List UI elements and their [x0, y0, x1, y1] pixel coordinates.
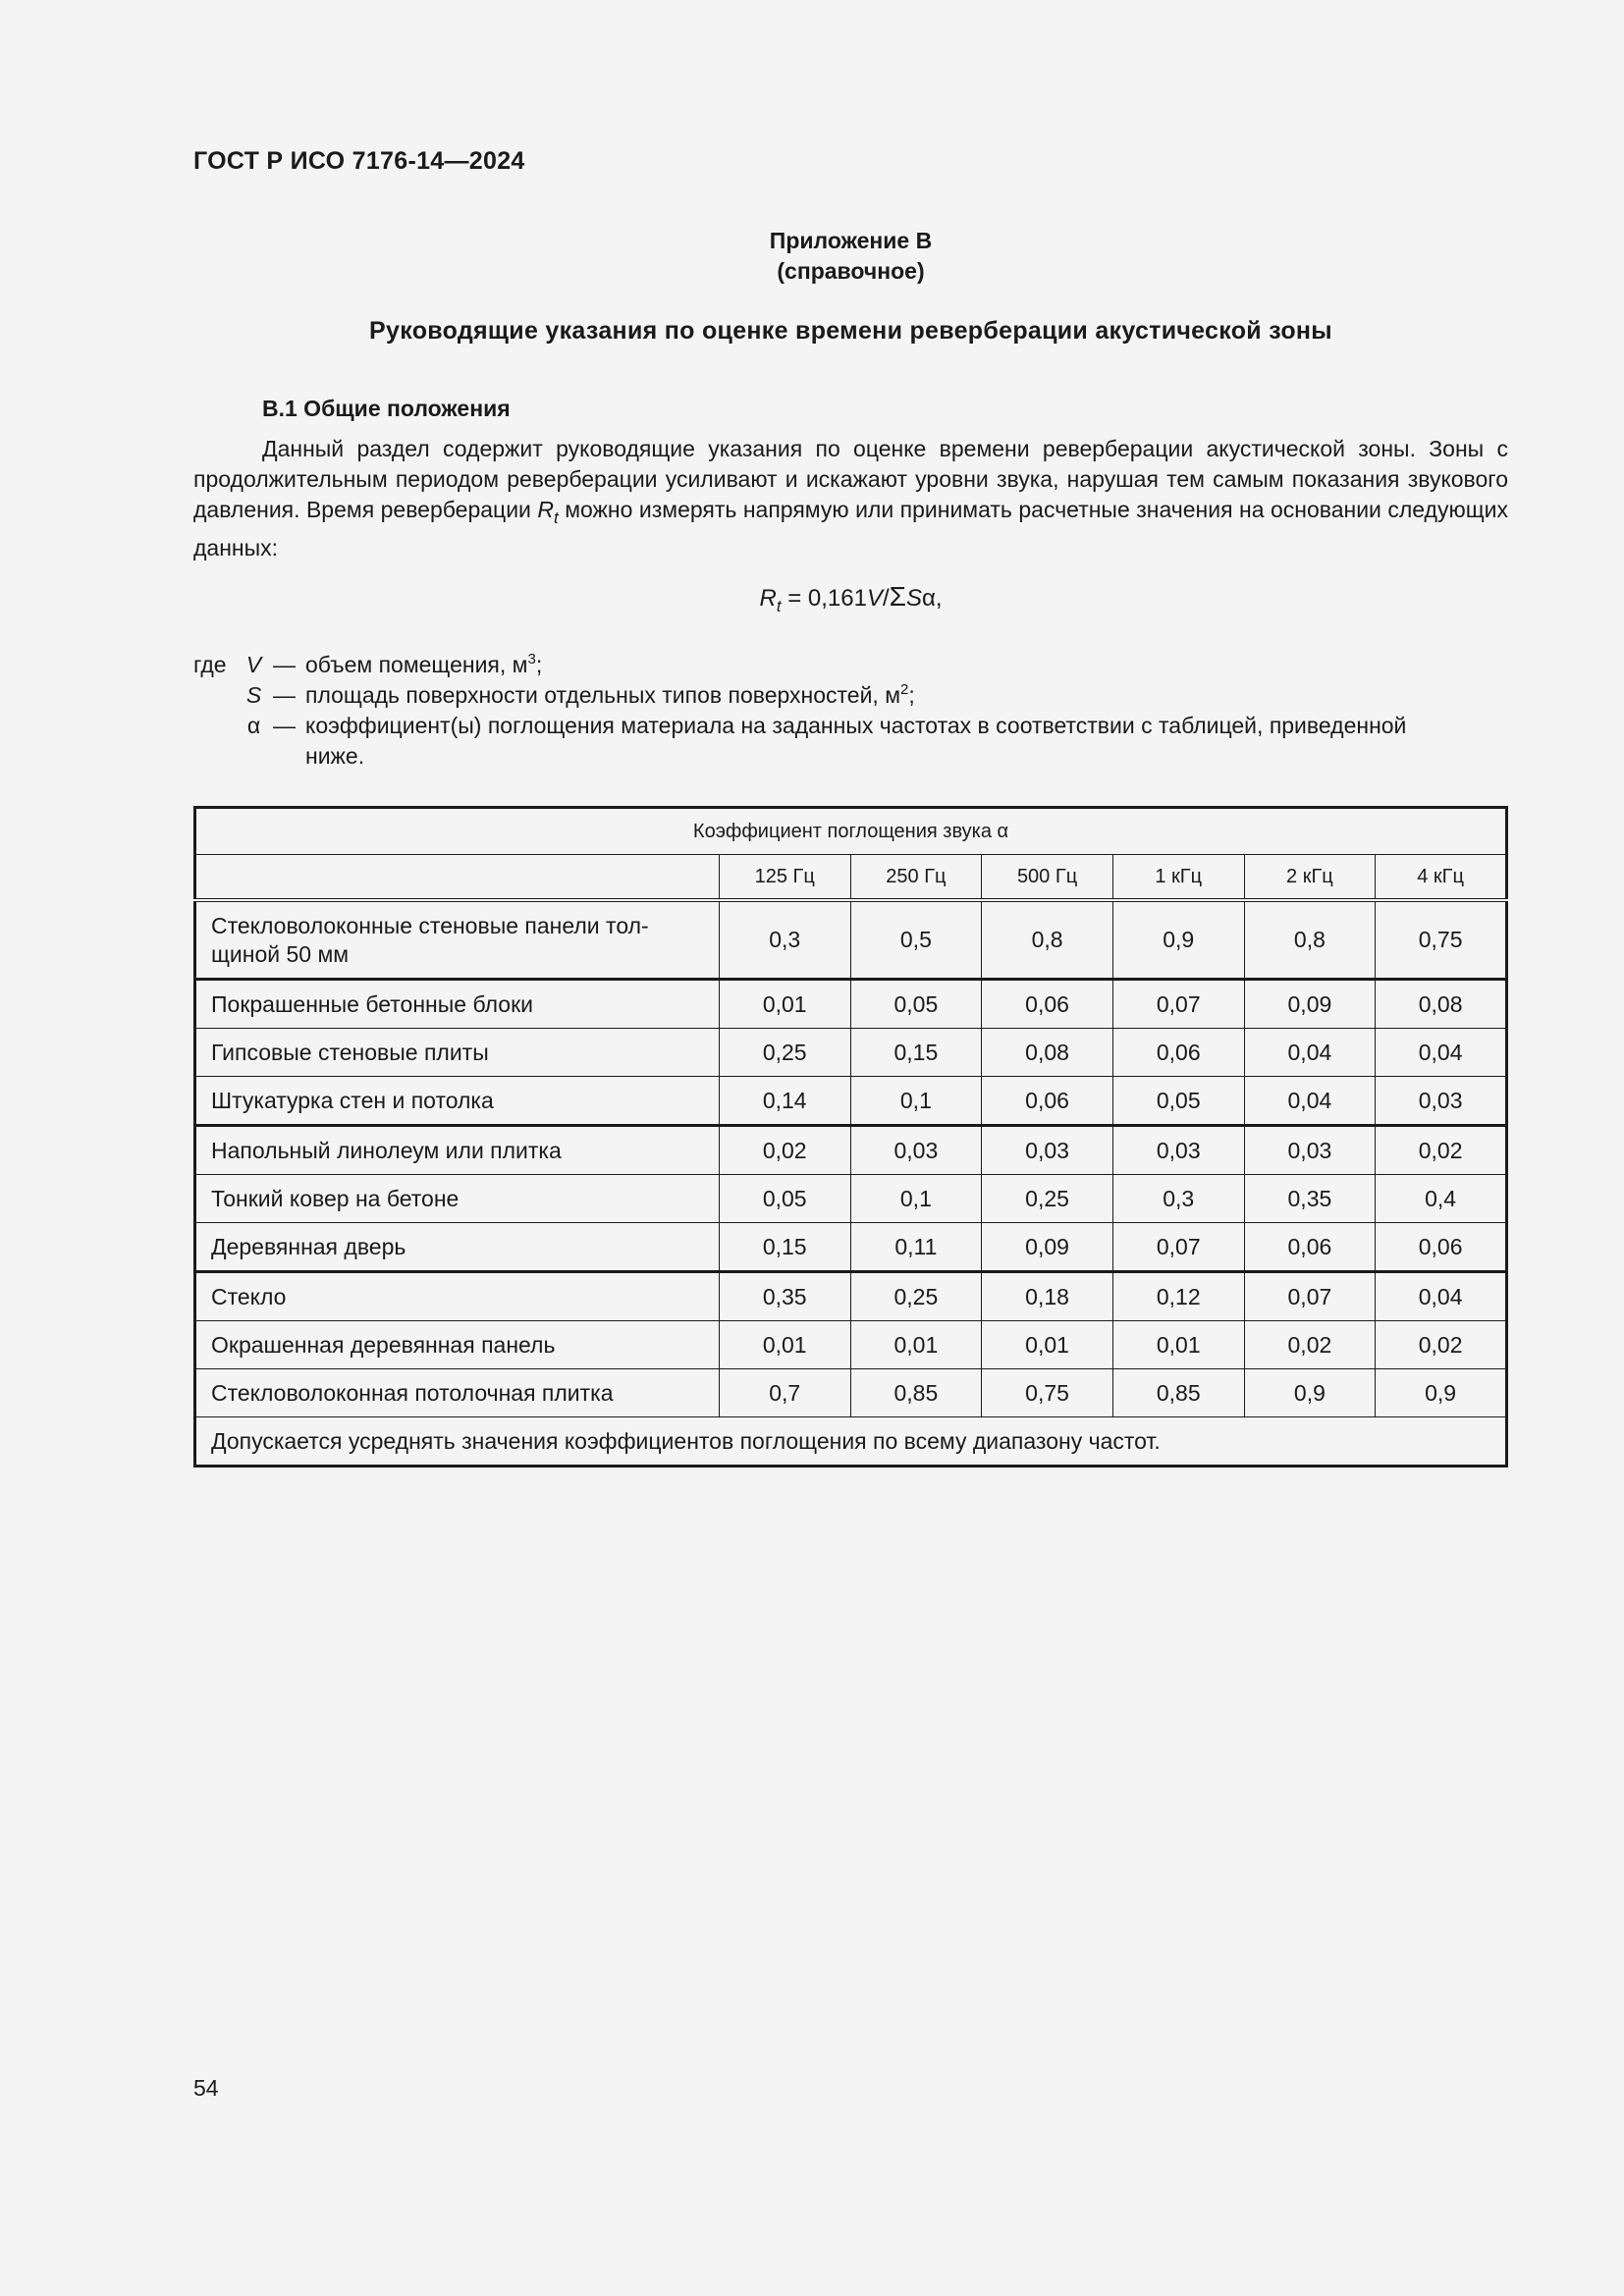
legend-description: объем помещения, $м^3$; [305, 651, 543, 677]
legend-item [193, 650, 1508, 680]
legend-symbol: S [245, 682, 262, 708]
formula-v: V [866, 585, 883, 612]
legend-item [193, 680, 1508, 711]
table-row [195, 900, 1507, 980]
value-cell: 0,06 [1376, 1223, 1507, 1272]
value-cell: 0,35 [719, 1272, 850, 1321]
formula-s: S [905, 585, 922, 612]
value-cell: 0,11 [850, 1223, 982, 1272]
value-cell: 0,3 [1112, 1175, 1244, 1223]
annex-heading [193, 226, 1508, 287]
value-cell: 0,04 [1244, 1077, 1376, 1126]
column-header: 4 кГц [1376, 855, 1507, 901]
legend-description: коэффициент(ы) поглощения материала на заданных частотах в соответствии с таблицей, приведенной [305, 713, 1407, 738]
absorption-table [193, 806, 1508, 1468]
value-cell: 0,09 [982, 1223, 1113, 1272]
material-cell: Штукатурка стен и потолка [195, 1077, 720, 1126]
value-cell: 0,7 [719, 1369, 850, 1417]
value-cell: 0,75 [1376, 900, 1507, 980]
legend-continuation: ниже. [305, 743, 365, 769]
value-cell: 0,04 [1376, 1272, 1507, 1321]
value-cell: 0,75 [982, 1369, 1113, 1417]
annex-title: Руководящие указания по оценке времени реверберации акустической зоны [369, 317, 1332, 345]
paragraph-text-2: можно измерять напрямую или принимать расчетные значения на основании следующих данных: [193, 497, 1508, 561]
value-cell: 0,14 [719, 1077, 850, 1126]
value-cell: 0,06 [982, 980, 1113, 1029]
material-cell: Стекловолоконная потолочная плитка [195, 1369, 720, 1417]
table-row [195, 1175, 1507, 1223]
value-cell: 0,06 [1112, 1029, 1244, 1077]
formula-tail: α, [921, 585, 943, 612]
paragraph-text-1: Данный раздел содержит руководящие указания по оценке времени реверберации акустической зоны. Зоны с продолжительным периодом реверберации усиливают и искажают уровни звука, нарушая тем самым показания звукового давления. Время реверберации [193, 436, 1508, 522]
paragraph-symbol: R [537, 497, 554, 522]
value-cell: 0,09 [1244, 980, 1376, 1029]
annex-type: (справочное) [777, 258, 925, 284]
value-cell: 0,35 [1244, 1175, 1376, 1223]
value-cell: 0,04 [1244, 1029, 1376, 1077]
value-cell: 0,8 [982, 900, 1113, 980]
formula-sigma: Σ [889, 581, 906, 612]
value-cell: 0,8 [1244, 900, 1376, 980]
value-cell: 0,01 [719, 980, 850, 1029]
value-cell: 0,9 [1112, 900, 1244, 980]
formula-lhs-sub: t [776, 597, 782, 615]
legend-dash: — [273, 682, 296, 708]
value-cell: 0,85 [850, 1369, 982, 1417]
reverberation-formula [193, 581, 1508, 616]
column-header: 125 Гц [719, 855, 850, 901]
column-header: 500 Гц [982, 855, 1113, 901]
value-cell: 0,06 [1244, 1223, 1376, 1272]
value-cell: 0,18 [982, 1272, 1113, 1321]
annex-label: Приложение В [769, 228, 933, 253]
table-row [195, 1077, 1507, 1126]
table-note: Допускается усреднять значения коэффициентов поглощения по всему диапазону частот. [195, 1417, 1507, 1467]
material-cell: Деревянная дверь [195, 1223, 720, 1272]
value-cell: 0,25 [719, 1029, 850, 1077]
value-cell: 0,03 [1244, 1126, 1376, 1175]
value-cell: 0,03 [982, 1126, 1113, 1175]
material-cell: Окрашенная деревянная панель [195, 1321, 720, 1369]
legend-dash: — [273, 713, 296, 738]
value-cell: 0,07 [1112, 980, 1244, 1029]
column-header: 250 Гц [850, 855, 982, 901]
value-cell: 0,15 [719, 1223, 850, 1272]
table-row [195, 1321, 1507, 1369]
column-header: 2 кГц [1244, 855, 1376, 901]
legend-description: площадь поверхности отдельных типов поверхностей, $м^2$; [305, 681, 915, 708]
table-row [195, 1029, 1507, 1077]
material-cell: Стекловолоконные стеновые панели тол- щиной 50 мм [195, 900, 720, 980]
legend-item [193, 711, 1508, 741]
value-cell: 0,02 [719, 1126, 850, 1175]
column-header: 1 кГц [1112, 855, 1244, 901]
value-cell: 0,01 [982, 1321, 1113, 1369]
value-cell: 0,08 [1376, 980, 1507, 1029]
table-caption: Коэффициент поглощения звука α [195, 808, 1507, 855]
value-cell: 0,25 [850, 1272, 982, 1321]
value-cell: 0,9 [1376, 1369, 1507, 1417]
table-row [195, 1369, 1507, 1417]
value-cell: 0,01 [850, 1321, 982, 1369]
table-row [195, 1272, 1507, 1321]
table-row [195, 980, 1507, 1029]
value-cell: 0,3 [719, 900, 850, 980]
value-cell: 0,03 [1112, 1126, 1244, 1175]
value-cell: 0,07 [1244, 1272, 1376, 1321]
value-cell: 0,03 [850, 1126, 982, 1175]
table-note-row [195, 1417, 1507, 1467]
value-cell: 0,1 [850, 1077, 982, 1126]
value-cell: 0,03 [1376, 1077, 1507, 1126]
value-cell: 0,12 [1112, 1272, 1244, 1321]
value-cell: 0,4 [1376, 1175, 1507, 1223]
value-cell: 0,25 [982, 1175, 1113, 1223]
frequency-header-row [195, 855, 1507, 901]
legend-symbol: V [245, 652, 262, 677]
value-cell: 0,05 [719, 1175, 850, 1223]
value-cell: 0,02 [1376, 1321, 1507, 1369]
value-cell: 0,02 [1376, 1126, 1507, 1175]
material-cell: Напольный линолеум или плитка [195, 1126, 720, 1175]
section-heading: В.1 Общие положения [262, 396, 511, 421]
table-row [195, 1126, 1507, 1175]
material-cell: Гипсовые стеновые плиты [195, 1029, 720, 1077]
table-row [195, 1223, 1507, 1272]
legend-dash: — [273, 652, 296, 677]
material-cell: Тонкий ковер на бетоне [195, 1175, 720, 1223]
value-cell: 0,5 [850, 900, 982, 980]
value-cell: 0,1 [850, 1175, 982, 1223]
intro-paragraph [193, 434, 1508, 563]
page-number: 54 [193, 2075, 219, 2101]
formula-lhs: R [759, 585, 777, 612]
formula-slash: / [882, 585, 890, 612]
value-cell: 0,08 [982, 1029, 1113, 1077]
material-cell: Стекло [195, 1272, 720, 1321]
legend-symbol: α [246, 713, 261, 738]
document-header: ГОСТ Р ИСО 7176-14—2024 [193, 147, 525, 175]
value-cell: 0,01 [719, 1321, 850, 1369]
value-cell: 0,05 [850, 980, 982, 1029]
value-cell: 0,01 [1112, 1321, 1244, 1369]
value-cell: 0,04 [1376, 1029, 1507, 1077]
value-cell: 0,15 [850, 1029, 982, 1077]
formula-eq: = 0,161 [781, 585, 867, 612]
header-empty-cell [195, 855, 720, 901]
paragraph-symbol-sub: t [554, 508, 559, 527]
value-cell: 0,07 [1112, 1223, 1244, 1272]
material-cell: Покрашенные бетонные блоки [195, 980, 720, 1029]
value-cell: 0,05 [1112, 1077, 1244, 1126]
value-cell: 0,9 [1244, 1369, 1376, 1417]
symbol-legend [193, 650, 1508, 772]
value-cell: 0,06 [982, 1077, 1113, 1126]
value-cell: 0,85 [1112, 1369, 1244, 1417]
value-cell: 0,02 [1244, 1321, 1376, 1369]
legend-where: где [193, 652, 227, 677]
